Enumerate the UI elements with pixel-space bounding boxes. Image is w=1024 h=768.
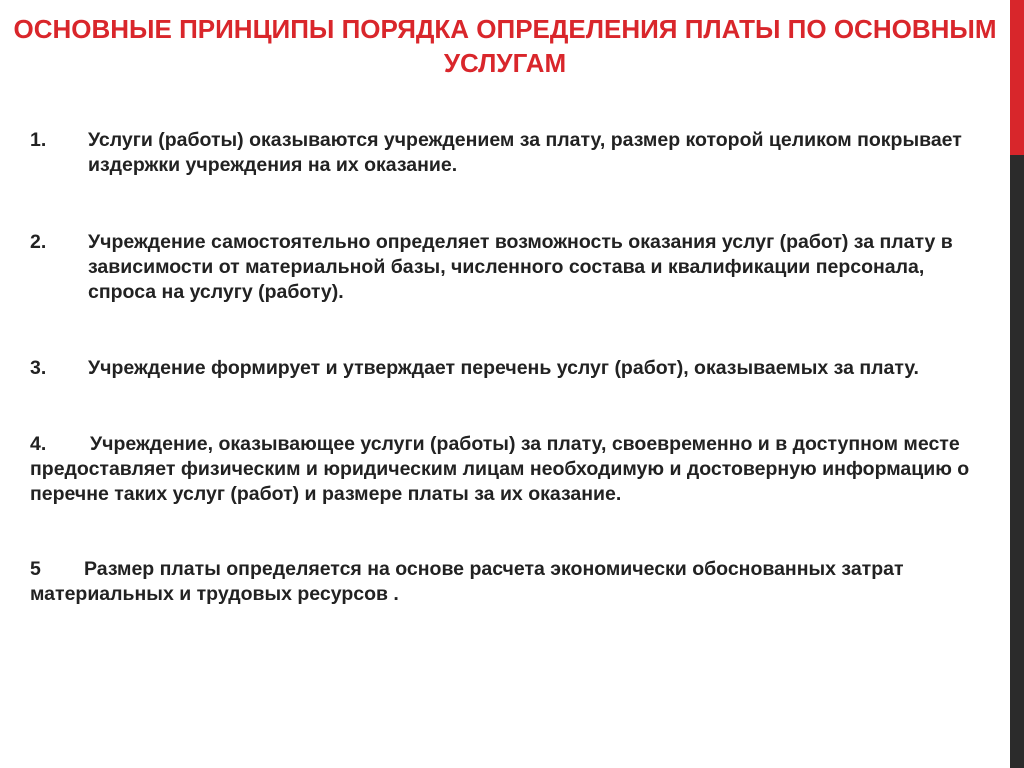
list-item-text: Учреждение, оказывающее услуги (работы) за плату, своевременно и в доступном месте предоставляет физическим и юридическим лицам необходимую и достоверную информацию о перечне таких услуг (работ) и размере платы за их оказание.	[30, 433, 970, 505]
list-item-text: Учреждение формирует и утверждает перечень услуг (работ), оказываемых за плату.	[88, 357, 919, 379]
list-item	[30, 432, 980, 507]
list-item-number: 3.	[30, 357, 47, 379]
list-item	[30, 230, 980, 305]
list-item	[30, 128, 980, 178]
list-item	[30, 356, 980, 381]
list-item-number: 1.	[30, 129, 47, 151]
accent-bar-red-segment	[1010, 0, 1024, 155]
list-item-text: Учреждение самостоятельно определяет возможность оказания услуг (работ) за плату в зависимости от материальной базы, численного состава и квалификации персонала, спроса на услугу (работу).	[88, 231, 953, 303]
list-item-text: Услуги (работы) оказываются учреждением за плату, размер которой целиком покрывает издержки учреждения на их оказание.	[88, 129, 962, 176]
list-item-number: 2.	[30, 231, 47, 253]
list-item-text: Размер платы определяется на основе расчета экономически обоснованных затрат материальных и трудовых ресурсов .	[30, 558, 904, 605]
slide-title: ОСНОВНЫЕ ПРИНЦИПЫ ПОРЯДКА ОПРЕДЕЛЕНИЯ ПЛАТЫ ПО ОСНОВНЫМ УСЛУГАМ	[13, 14, 997, 78]
list-item-number: 4.	[30, 433, 47, 455]
principles-list	[30, 128, 980, 607]
accent-bar	[1010, 0, 1024, 768]
list-item-number: 5	[30, 558, 41, 580]
accent-bar-dark-segment	[1010, 155, 1024, 768]
list-item	[30, 557, 980, 607]
